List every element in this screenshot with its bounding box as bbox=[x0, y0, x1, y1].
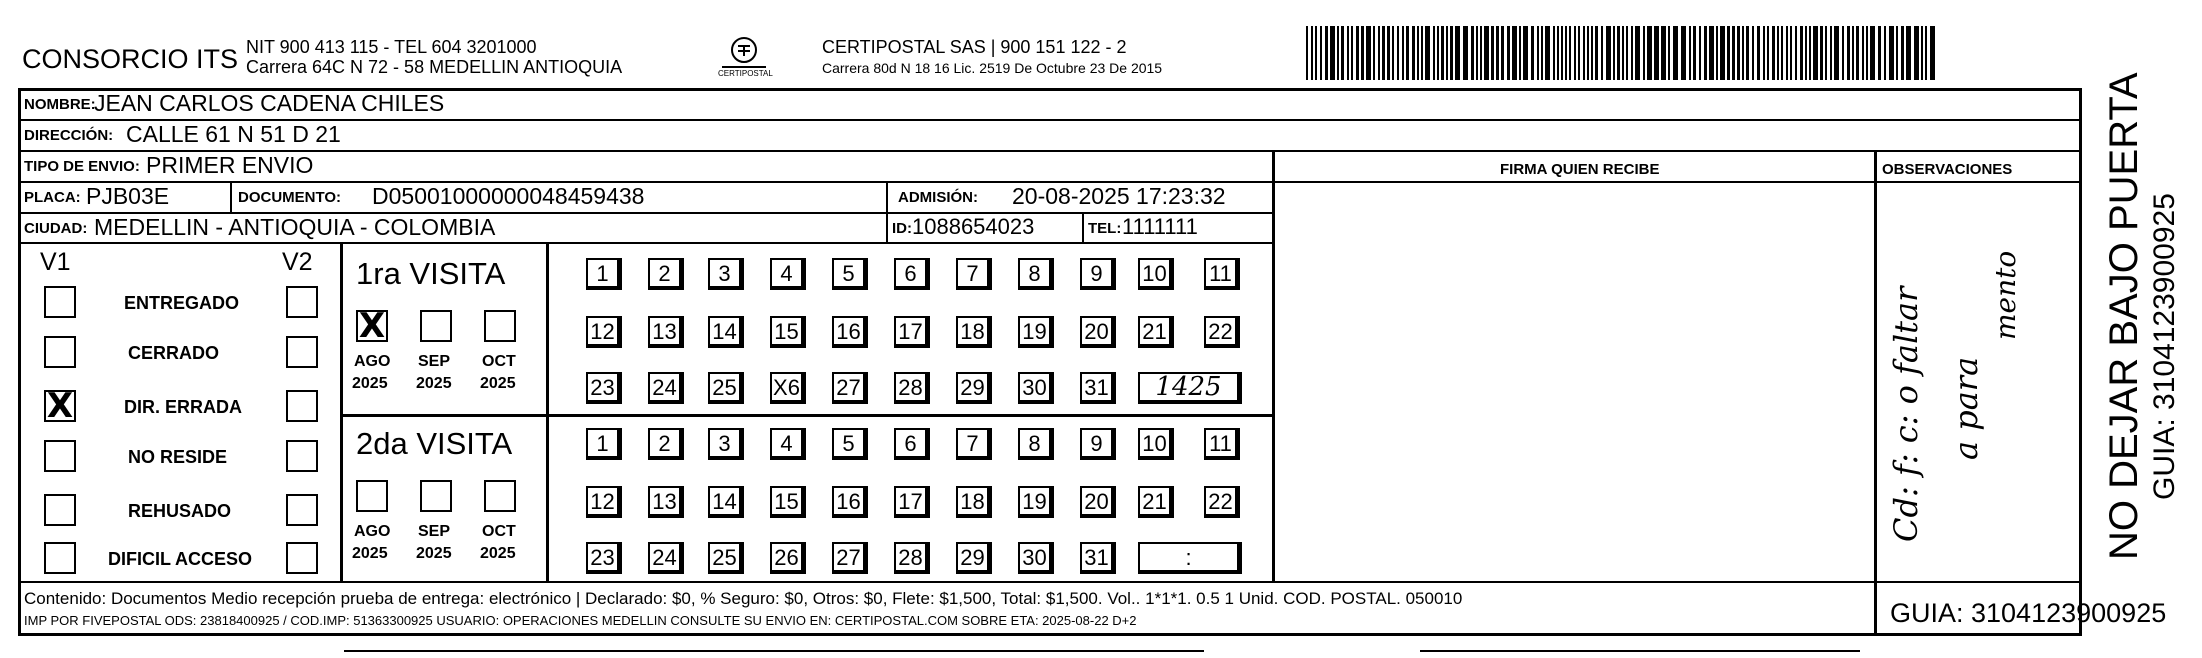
visit-1-day-box[interactable]: 9 bbox=[1080, 428, 1116, 460]
visit-0-month-label-1: SEP bbox=[418, 353, 451, 370]
visit-0-day-box[interactable]: 28 bbox=[894, 372, 930, 404]
visit-1-day-box[interactable]: 6 bbox=[894, 428, 930, 460]
ciudad-label: CIUDAD: bbox=[24, 220, 88, 237]
footer-imp: IMP POR FIVEPOSTAL ODS: 23818400925 / COD.IMP: 51363300925 USUARIO: OPERACIONES MEDELLIN CONSULTE SU ENVIO EN: CERTIPOSTAL.COM SOBRE ETA: 2025-08-22 D+2 bbox=[24, 613, 1137, 628]
visit-1-day-box[interactable]: 22 bbox=[1204, 486, 1240, 518]
nombre-value: JEAN CARLOS CADENA CHILES bbox=[94, 90, 445, 116]
visit-0-day-box[interactable]: 16 bbox=[832, 316, 868, 348]
status-v1-checkbox-0[interactable] bbox=[44, 286, 76, 318]
visit-1-day-box[interactable]: 16 bbox=[832, 486, 868, 518]
visit-1-month-label-0: AGO bbox=[354, 523, 391, 540]
visit-0-day-box[interactable]: 18 bbox=[956, 316, 992, 348]
visit-0-day-box[interactable]: 25 bbox=[708, 372, 744, 404]
visit-0-day-box[interactable]: 5 bbox=[832, 258, 868, 290]
barcode bbox=[1306, 26, 1938, 80]
id-value: 1088654023 bbox=[912, 214, 1035, 239]
status-v1-checkbox-1[interactable] bbox=[44, 336, 76, 368]
visit-0-day-box[interactable]: 8 bbox=[1018, 258, 1054, 290]
visit-1-day-box[interactable]: 25 bbox=[708, 542, 744, 574]
status-v1-checkbox-2[interactable]: X bbox=[44, 390, 76, 422]
visit-0-month-label-2: OCT bbox=[482, 353, 516, 370]
status-v1-checkbox-4[interactable] bbox=[44, 494, 76, 526]
visit-1-month-checkbox-0[interactable] bbox=[356, 480, 388, 512]
visit-0-day-box[interactable]: 7 bbox=[956, 258, 992, 290]
visit-0-day-box[interactable]: 1 bbox=[586, 258, 622, 290]
status-label-2: DIR. ERRADA bbox=[124, 397, 243, 417]
visit-1-day-box[interactable]: 26 bbox=[770, 542, 806, 574]
visit-1-year-label-2: 2025 bbox=[480, 545, 516, 562]
visit-1-day-box[interactable]: 27 bbox=[832, 542, 868, 574]
visit-1-day-box[interactable]: 3 bbox=[708, 428, 744, 460]
status-v1-checkbox-3[interactable] bbox=[44, 440, 76, 472]
status-v2-checkbox-5[interactable] bbox=[286, 542, 318, 574]
placa-value: PJB03E bbox=[86, 183, 170, 209]
observaciones-note-line2: a para bbox=[1947, 356, 1985, 460]
observaciones-label: OBSERVACIONES bbox=[1882, 161, 2013, 178]
visit-0-day-box[interactable]: 15 bbox=[770, 316, 806, 348]
visit-0-year-label-0: 2025 bbox=[352, 375, 388, 392]
visit-0-day-box[interactable]: 24 bbox=[648, 372, 684, 404]
visit-1-month-label-2: OCT bbox=[482, 523, 516, 540]
observaciones-notes bbox=[1882, 190, 2066, 575]
visit-1-day-box[interactable]: 29 bbox=[956, 542, 992, 574]
visit-1-day-box[interactable]: 23 bbox=[586, 542, 622, 574]
visit-1-day-box[interactable]: 15 bbox=[770, 486, 806, 518]
visit-1-day-box[interactable]: 7 bbox=[956, 428, 992, 460]
visit-1-day-box[interactable]: 12 bbox=[586, 486, 622, 518]
tel-value: 1111111 bbox=[1122, 214, 1198, 239]
visit-title-1: 2da VISITA bbox=[356, 426, 513, 461]
visit-1-day-box[interactable]: 5 bbox=[832, 428, 868, 460]
visit-1-day-box[interactable]: 19 bbox=[1018, 486, 1054, 518]
visit-1-day-box[interactable]: 13 bbox=[648, 486, 684, 518]
visit-0-day-box[interactable]: 22 bbox=[1204, 316, 1240, 348]
visit-0-year-label-2: 2025 bbox=[480, 375, 516, 392]
admision-label: ADMISIÓN: bbox=[898, 189, 978, 206]
visit-0-time-box[interactable]: 1425 bbox=[1138, 372, 1242, 404]
visit-0-month-checkbox-2[interactable] bbox=[484, 310, 516, 342]
ciudad-value: MEDELLIN - ANTIOQUIA - COLOMBIA bbox=[94, 214, 496, 240]
visit-1-day-box[interactable]: 10 bbox=[1138, 428, 1174, 460]
status-v2-checkbox-2[interactable] bbox=[286, 390, 318, 422]
visit-1-day-box[interactable]: 11 bbox=[1204, 428, 1240, 460]
visit-0-day-box[interactable]: 31 bbox=[1080, 372, 1116, 404]
tipo-envio-value: PRIMER ENVIO bbox=[146, 152, 314, 178]
observaciones-note-line1: Cd: f: c: o faltar bbox=[1887, 286, 1925, 542]
visit-0-day-box[interactable]: 13 bbox=[648, 316, 684, 348]
visit-1-day-box[interactable]: 1 bbox=[586, 428, 622, 460]
documento-value: D05001000000048459438 bbox=[372, 183, 645, 209]
visit-1-month-checkbox-1[interactable] bbox=[420, 480, 452, 512]
visit-1-day-box[interactable]: 14 bbox=[708, 486, 744, 518]
visit-0-day-box[interactable]: 27 bbox=[832, 372, 868, 404]
status-label-4: REHUSADO bbox=[128, 501, 232, 521]
visit-0-day-box[interactable]: 29 bbox=[956, 372, 992, 404]
v1-label: V1 bbox=[40, 248, 71, 276]
visit-0-day-box[interactable]: 12 bbox=[586, 316, 622, 348]
visit-0-month-checkbox-1[interactable] bbox=[420, 310, 452, 342]
visit-1-day-box[interactable]: 28 bbox=[894, 542, 930, 574]
visit-0-day-box[interactable]: 20 bbox=[1080, 316, 1116, 348]
visit-0-day-box[interactable]: 14 bbox=[708, 316, 744, 348]
company-address: Carrera 64C N 72 - 58 MEDELLIN ANTIOQUIA bbox=[246, 57, 623, 77]
visit-1-year-label-1: 2025 bbox=[416, 545, 452, 562]
visit-0-day-box[interactable]: 3 bbox=[708, 258, 744, 290]
carrier-logo-icon bbox=[716, 34, 772, 84]
visit-1-day-box[interactable]: 24 bbox=[648, 542, 684, 574]
firma-label: FIRMA QUIEN RECIBE bbox=[1500, 161, 1660, 178]
visit-0-day-box[interactable]: 2 bbox=[648, 258, 684, 290]
visit-1-day-box[interactable]: 17 bbox=[894, 486, 930, 518]
status-label-1: CERRADO bbox=[128, 343, 220, 363]
direccion-value: CALLE 61 N 51 D 21 bbox=[126, 121, 341, 147]
visit-1-month-checkbox-2[interactable] bbox=[484, 480, 516, 512]
visit-1-day-box[interactable]: 30 bbox=[1018, 542, 1054, 574]
nombre-label: NOMBRE: bbox=[24, 96, 96, 113]
visit-0-day-box[interactable]: 17 bbox=[894, 316, 930, 348]
status-v1-checkbox-5[interactable] bbox=[44, 542, 76, 574]
status-v2-checkbox-1[interactable] bbox=[286, 336, 318, 368]
visit-1-day-box[interactable]: 31 bbox=[1080, 542, 1116, 574]
visit-1-year-label-0: 2025 bbox=[352, 545, 388, 562]
status-v2-checkbox-4[interactable] bbox=[286, 494, 318, 526]
company-nit: NIT 900 413 115 - TEL 604 3201000 bbox=[246, 37, 537, 57]
visit-0-day-box[interactable]: 23 bbox=[586, 372, 622, 404]
direccion-label: DIRECCIÓN: bbox=[24, 127, 114, 144]
visit-1-day-box[interactable]: 20 bbox=[1080, 486, 1116, 518]
footer-contenido: Contenido: Documentos Medio recepción prueba de entrega: electrónico | Declarado: $0, % Seguro: $0, Otros: $0, Flete: $1,500, Total: $1,500. Vol.. 1*1*1. 0.5 1 Unid. COD. POSTAL. 050010 bbox=[24, 589, 1463, 608]
visit-0-year-label-1: 2025 bbox=[416, 375, 452, 392]
visit-1-day-box[interactable]: 2 bbox=[648, 428, 684, 460]
status-label-5: DIFICIL ACCESO bbox=[108, 549, 253, 569]
visit-title-0: 1ra VISITA bbox=[356, 256, 506, 291]
visit-0-day-box[interactable]: 11 bbox=[1204, 258, 1240, 290]
v2-label: V2 bbox=[282, 248, 313, 276]
tel-label: TEL: bbox=[1088, 220, 1122, 237]
visit-1-month-label-1: SEP bbox=[418, 523, 451, 540]
documento-label: DOCUMENTO: bbox=[238, 189, 342, 206]
visit-0-day-box[interactable]: 6 bbox=[894, 258, 930, 290]
status-label-0: ENTREGADO bbox=[124, 293, 240, 313]
carrier-address: Carrera 80d N 18 16 Lic. 2519 De Octubre 23 De 2015 bbox=[822, 60, 1163, 76]
tipo-envio-label: TIPO DE ENVIO: bbox=[24, 158, 140, 175]
logo-text: CERTIPOSTAL bbox=[718, 69, 773, 78]
carrier-name: CERTIPOSTAL SAS | 900 151 122 - 2 bbox=[822, 37, 1127, 57]
footer-guia: GUIA: 3104123900925 bbox=[1890, 598, 2167, 628]
id-label: ID: bbox=[892, 220, 912, 237]
visit-1-day-box[interactable]: 4 bbox=[770, 428, 806, 460]
side-warning: NO DEJAR BAJO PUERTA bbox=[2102, 72, 2146, 560]
observaciones-note-line3: mento bbox=[1989, 250, 2022, 340]
visit-0-month-label-0: AGO bbox=[354, 353, 391, 370]
company-name: CONSORCIO ITS bbox=[22, 44, 239, 74]
visit-0-day-box[interactable]: 21 bbox=[1138, 316, 1174, 348]
visit-0-day-box[interactable]: X6 bbox=[770, 372, 806, 404]
visit-1-day-box[interactable]: 18 bbox=[956, 486, 992, 518]
status-v2-checkbox-0[interactable] bbox=[286, 286, 318, 318]
visit-0-day-box[interactable]: 9 bbox=[1080, 258, 1116, 290]
placa-label: PLACA: bbox=[24, 189, 81, 206]
visit-0-day-box[interactable]: 19 bbox=[1018, 316, 1054, 348]
side-guia: GUIA: 3104123900925 bbox=[2148, 193, 2181, 500]
visit-0-month-checkbox-0[interactable]: X bbox=[356, 310, 388, 342]
status-v2-checkbox-3[interactable] bbox=[286, 440, 318, 472]
visit-1-time-box[interactable]: : bbox=[1138, 542, 1242, 574]
visit-1-day-box[interactable]: 21 bbox=[1138, 486, 1174, 518]
visit-0-day-box[interactable]: 10 bbox=[1138, 258, 1174, 290]
visit-0-day-box[interactable]: 4 bbox=[770, 258, 806, 290]
admision-value: 20-08-2025 17:23:32 bbox=[1012, 183, 1226, 209]
status-label-3: NO RESIDE bbox=[128, 447, 228, 467]
visit-0-day-box[interactable]: 30 bbox=[1018, 372, 1054, 404]
visit-1-day-box[interactable]: 8 bbox=[1018, 428, 1054, 460]
